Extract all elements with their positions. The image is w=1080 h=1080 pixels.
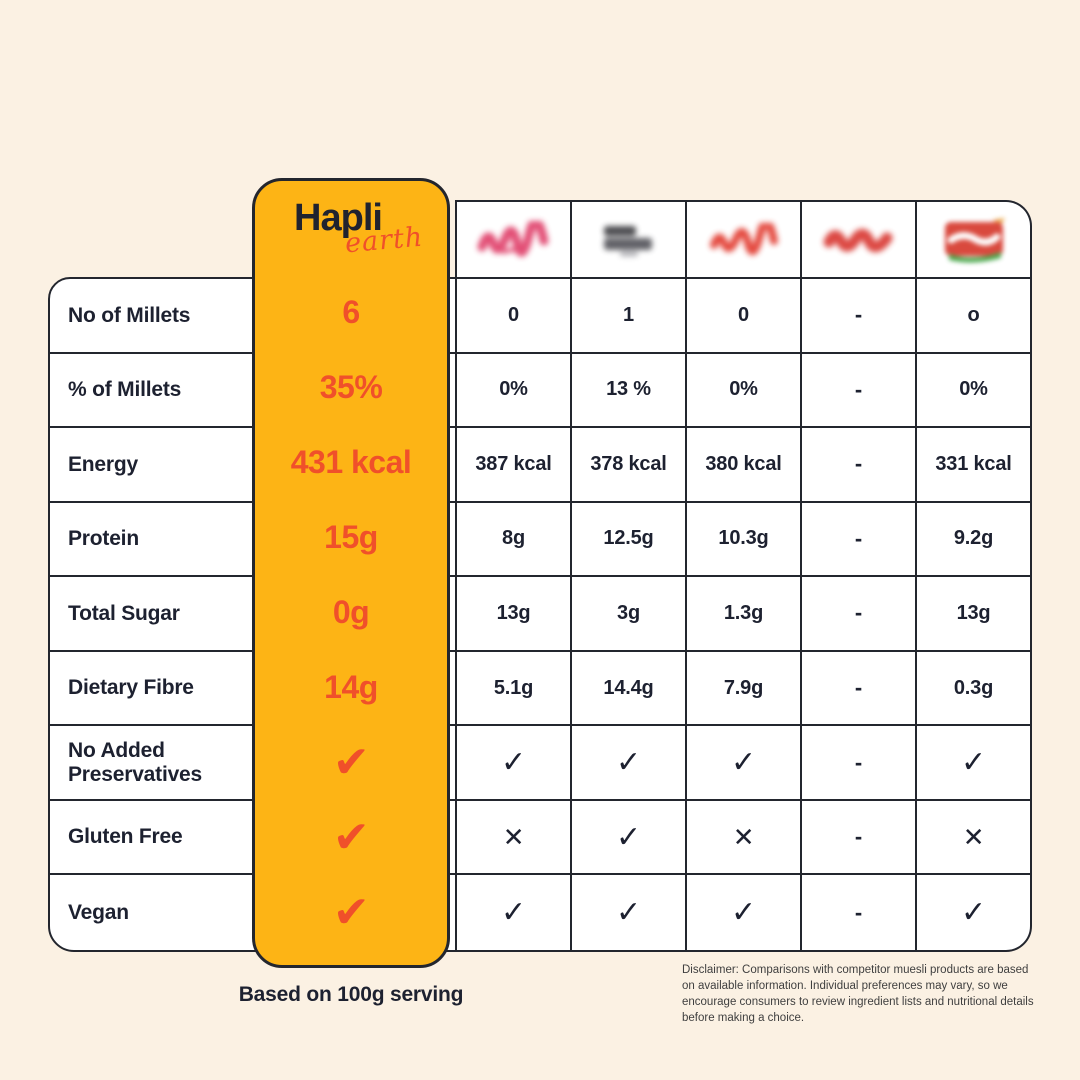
competitor-logo-cell-5 xyxy=(915,202,1030,277)
hapli-value-protein: 15g xyxy=(324,519,378,555)
competitor-header-row xyxy=(455,200,1032,277)
hapli-check-vegan: ✔ xyxy=(332,888,370,937)
row-label-percent-millets: % of Millets xyxy=(50,354,252,429)
table-cell: 14.4g xyxy=(570,652,685,727)
table-cell: ✓ xyxy=(570,726,685,801)
disclaimer-text: Disclaimer: Comparisons with competitor muesli products are based on available information. Individual preferences may vary, so we encourage consumers to review ingredient lists and nutritional details before making a choice. xyxy=(682,964,1034,1024)
row-label-total-sugar: Total Sugar xyxy=(50,577,252,652)
hapli-check-no-added-preservatives: ✔ xyxy=(332,738,370,787)
table-cell: 387 kcal xyxy=(455,428,570,503)
table-cell: - xyxy=(800,279,915,354)
competitor-logo-cell-1 xyxy=(457,202,570,277)
table-cell: 331 kcal xyxy=(915,428,1030,503)
table-cell: 3g xyxy=(570,577,685,652)
row-label-dietary-fibre: Dietary Fibre xyxy=(50,652,252,727)
blurred-pink-script-logo-icon xyxy=(474,221,554,259)
table-cell: - xyxy=(800,652,915,727)
table-cell: ✓ xyxy=(915,726,1030,801)
table-cell: ✓ xyxy=(455,726,570,801)
table-cell: 380 kcal xyxy=(685,428,800,503)
table-cell: 5.1g xyxy=(455,652,570,727)
table-cell: ✕ xyxy=(915,801,1030,876)
hapli-brand-name: Hapli xyxy=(294,197,382,239)
comparison-table xyxy=(48,277,1032,952)
table-cell: ✕ xyxy=(685,801,800,876)
row-label-protein: Protein xyxy=(50,503,252,578)
hapli-value-dietary-fibre: 14g xyxy=(324,669,378,705)
blurred-red-bold-logo-icon xyxy=(821,224,897,256)
serving-basis-note: Based on 100g serving xyxy=(238,983,464,1006)
blurred-red-box-logo-icon xyxy=(937,214,1011,266)
row-label-vegan: Vegan xyxy=(68,900,129,924)
table-cell: 0.3g xyxy=(915,652,1030,727)
row-label-no-of-millets: No of Millets xyxy=(50,279,252,354)
table-cell: 0% xyxy=(685,354,800,429)
table-cell: - xyxy=(800,503,915,578)
table-cell: 13 % xyxy=(570,354,685,429)
table-cell: 0 xyxy=(455,279,570,354)
table-cell: - xyxy=(800,354,915,429)
hapli-value-total-sugar: 0g xyxy=(332,594,370,630)
hapli-value-percent-millets: 35% xyxy=(319,369,383,405)
row-label-gluten-free: Gluten Free xyxy=(50,801,252,876)
blurred-gray-text-logo-icon xyxy=(594,220,664,260)
table-cell: 0% xyxy=(915,354,1030,429)
hapli-logo xyxy=(255,181,447,275)
row-label-energy: Energy xyxy=(50,428,252,503)
table-cell: - xyxy=(800,875,915,950)
competitor-logo-cell-2 xyxy=(570,202,685,277)
table-cell: ✓ xyxy=(915,875,1030,950)
table-cell: ✕ xyxy=(455,801,570,876)
hapli-check-gluten-free: ✔ xyxy=(332,813,370,862)
table-cell: 8g xyxy=(455,503,570,578)
table-cell: 0% xyxy=(455,354,570,429)
table-cell: ✓ xyxy=(570,875,685,950)
table-cell: 7.9g xyxy=(685,652,800,727)
hapli-value-no-of-millets: 6 xyxy=(342,294,360,330)
hapli-value-energy: 431 kcal xyxy=(290,444,412,480)
table-cell: ✓ xyxy=(570,801,685,876)
table-cell: 1 xyxy=(570,279,685,354)
table-cell: - xyxy=(800,428,915,503)
table-cell: - xyxy=(800,726,915,801)
table-cell: 13g xyxy=(915,577,1030,652)
table-cell: 10.3g xyxy=(685,503,800,578)
row-label-no-added-preservatives: No Added Preservatives xyxy=(50,726,252,801)
competitor-logo-cell-4 xyxy=(800,202,915,277)
table-cell: 1.3g xyxy=(685,577,800,652)
table-cell: ✓ xyxy=(455,875,570,950)
table-cell: 12.5g xyxy=(570,503,685,578)
table-cell: 0 xyxy=(685,279,800,354)
table-cell: ✓ xyxy=(685,726,800,801)
table-cell: 9.2g xyxy=(915,503,1030,578)
table-cell: 378 kcal xyxy=(570,428,685,503)
hapli-highlight-column xyxy=(252,178,450,968)
table-cell: ✓ xyxy=(685,875,800,950)
table-cell: 13g xyxy=(455,577,570,652)
table-cell: - xyxy=(800,801,915,876)
blurred-red-script-logo-icon xyxy=(706,223,782,257)
hapli-brand-sub: earth xyxy=(343,221,425,260)
table-cell: - xyxy=(800,577,915,652)
table-cell: o xyxy=(915,279,1030,354)
competitor-logo-cell-3 xyxy=(685,202,800,277)
